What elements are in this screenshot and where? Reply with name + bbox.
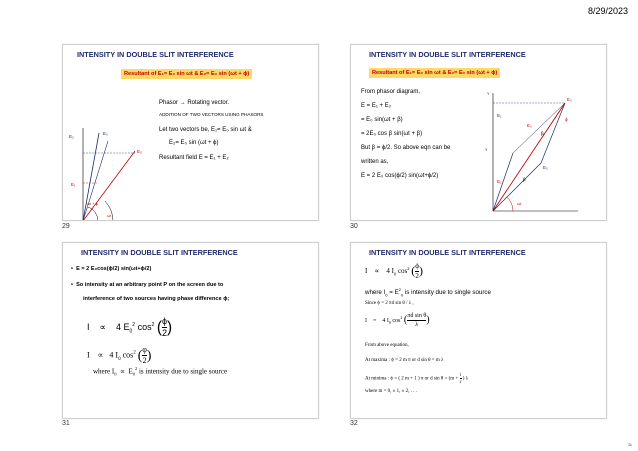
diagram-label: Y	[487, 92, 490, 96]
slide-title: INTENSITY IN DOUBLE SLIT INTERFERENCE	[77, 50, 234, 59]
note-post: is intensity due to single source	[138, 367, 228, 376]
eq-func: cos	[137, 321, 152, 332]
minima-den: 2	[459, 379, 462, 384]
diagram-label: E₁	[497, 179, 502, 184]
bullet-text: E = 2 E₀cos(ϕ/2) sin(ωt+ϕ/2)	[76, 266, 152, 272]
diagram-label: E₁	[497, 113, 502, 118]
eq-num: φ	[142, 345, 147, 354]
slide-number: 31	[62, 420, 70, 427]
slide-30[interactable]	[350, 44, 607, 221]
diagram-label: E₀	[103, 131, 108, 136]
intensity-note	[93, 367, 227, 377]
text-line: E₂= E₀ sin (ωt + ϕ)	[169, 140, 219, 146]
text-line: = 2E₀ cos β sin(ωt + β)	[361, 131, 423, 137]
eq-op: ∝	[374, 267, 380, 276]
slide-29[interactable]	[62, 44, 319, 221]
bullet-text: So intensity at an arbitrary point P on the screen due to	[76, 282, 224, 288]
eq-coef: 4 I	[386, 267, 394, 276]
eq-sup: 2	[133, 350, 136, 356]
slide-title: INTENSITY IN DOUBLE SLIT INTERFERENCE	[81, 248, 238, 257]
eq-sup: 2	[407, 265, 410, 271]
text-line: Phasor → Rotating vector.	[159, 100, 230, 106]
note-sub: 0	[132, 371, 135, 377]
note-sub: 0	[114, 371, 117, 377]
from-line: From above equation,	[365, 343, 409, 348]
phasor-diagram	[63, 83, 173, 221]
bullet-item: • E = 2 E₀cos(ϕ/2) sin(ωt+ϕ/2)	[71, 266, 152, 272]
eq-sup: 2	[132, 321, 136, 328]
eq-op: ∝	[97, 350, 104, 360]
where-m-line: where m = 0, ± 1, ± 2, . . .	[365, 389, 417, 394]
eq-sub: 0	[393, 271, 397, 277]
eq-lhs: I	[87, 350, 90, 360]
eq-sub: 0	[388, 320, 391, 326]
eq-den: 2	[142, 356, 147, 365]
where-post: is intensity due to single source	[404, 289, 491, 297]
note-op: ∝	[119, 367, 125, 376]
intensity-equation-2: I ∝ 4 $I_0$ $\cos^2$ ( $\frac{\varphi}{2}$ )	[87, 345, 152, 365]
minima-line	[365, 373, 468, 384]
text-line: written as,	[361, 159, 389, 165]
note-pre: where I	[93, 367, 115, 376]
eq-func: cos	[392, 317, 401, 324]
text-line: E = 2 E₀ cos(ϕ/2) sin(ωt+ϕ/2)	[361, 173, 439, 179]
slide-32[interactable]	[350, 242, 607, 419]
where-mid: = E	[389, 289, 399, 297]
eq-op: ∝	[99, 321, 106, 332]
eq-coef: 4 E	[115, 321, 130, 332]
diagram-label: ωt	[517, 201, 522, 206]
where-sup: 2	[398, 287, 401, 292]
note-e: E	[128, 367, 133, 376]
slide-number: 30	[350, 223, 358, 230]
diagram-label: E₀	[543, 165, 548, 170]
diagram-label: E₁	[71, 182, 76, 187]
note-sup: 2	[134, 366, 138, 371]
bullet-text: interference of two sources having phase difference ϕ;	[83, 296, 230, 302]
slide-31[interactable]	[62, 242, 319, 419]
eq-den: λ	[415, 322, 419, 328]
text-line: Let two vectors be, E₁= E₀ sin ωt &	[159, 127, 252, 133]
diagram-label: ωt	[107, 213, 112, 218]
since-line: Since ϕ = 2 πd sin θ / λ ,	[365, 301, 414, 306]
eq-num: ϕ	[162, 316, 168, 326]
diagram-label: β	[541, 131, 544, 136]
minima-num: 1	[459, 372, 462, 377]
diagram-label: ωt + ϕ	[87, 201, 99, 206]
slide-title: INTENSITY IN DOUBLE SLIT INTERFERENCE	[369, 248, 526, 257]
eq-sub: 0	[118, 356, 121, 362]
text-line: But β = ϕ/2. So above eqn can be	[361, 145, 451, 151]
intensity-equation-2: I = 4 $I_0$ $\cos^2$ ( $\frac{\text{πd sin θ}}{\lambda}$ )	[365, 313, 430, 328]
slide-number: 29	[62, 223, 70, 230]
diagram-label: E₀	[527, 123, 532, 128]
corner-mark: ≈	[628, 442, 632, 449]
resultant-highlight: Resultant of E₁= E₀ sin ωt & E₂= E₀ sin (ωt + ϕ)	[369, 68, 500, 78]
where-line	[365, 288, 491, 297]
phasor-diagram	[483, 81, 583, 216]
eq-den: 2	[415, 272, 419, 280]
diagram-label: E₀	[137, 149, 142, 154]
eq-num: πd sin θ	[407, 313, 427, 319]
text-line: Resultant field E = E₁ + E₂	[159, 155, 229, 161]
diagram-label: ϕ	[565, 117, 568, 122]
slide-number: 32	[350, 420, 358, 427]
slide-title: INTENSITY IN DOUBLE SLIT INTERFERENCE	[369, 50, 526, 59]
diagram-label: Y	[485, 148, 488, 152]
eq-lhs: I	[365, 317, 367, 324]
maxima-line: At maxima : ϕ = 2 m π or d sin θ = m λ	[365, 358, 444, 363]
text-line: From phasor diagram,	[361, 89, 421, 95]
eq-den: 2	[162, 328, 168, 338]
where-pre: where I	[365, 289, 386, 297]
diagram-label: β	[523, 177, 526, 182]
eq-lhs: I	[365, 267, 368, 276]
where-sub2: 0	[400, 292, 404, 298]
eq-op: =	[373, 317, 377, 324]
minima-a: At minima : ϕ = ( 2 m + 1 ) π or d sin θ = (m +	[365, 376, 459, 382]
intensity-equation-1: I ∝ 4 $E_0^2$ $\cos^2$ ( $\frac{\phi}{2}$ )	[87, 316, 173, 338]
text-line: E = E₁ + E₂	[361, 103, 392, 109]
eq-sub: 0	[129, 328, 133, 335]
diagram-label: E₀	[567, 97, 572, 102]
bullet-item: • So intensity at an arbitrary point P on the screen due to	[71, 282, 224, 288]
eq-lhs: I	[87, 321, 90, 332]
eq-coef: 4 I	[109, 350, 119, 360]
text-line: ADDITION OF TWO VECTORS USING PHASORS	[159, 112, 264, 117]
where-sub: 0	[385, 292, 388, 298]
date-label: 8/29/2023	[587, 6, 628, 16]
eq-func: cos	[122, 350, 134, 360]
eq-func: cos	[397, 267, 408, 276]
diagram-label: E₂	[69, 134, 74, 139]
resultant-highlight: Resultant of E₁= E₀ sin ωt & E₂= E₀ sin (ωt + ϕ)	[121, 69, 252, 79]
eq-sup: 2	[400, 314, 403, 320]
eq-num: ϕ	[415, 262, 419, 270]
text-line: = E₀ sin(ωt + β)	[361, 117, 403, 123]
intensity-equation: I ∝ 4 $I_0$ $\cos^2$ ( $\frac{\phi}{2}$ )	[365, 262, 423, 280]
minima-b: ) λ	[462, 376, 469, 382]
eq-coef: 4 I	[382, 317, 389, 324]
